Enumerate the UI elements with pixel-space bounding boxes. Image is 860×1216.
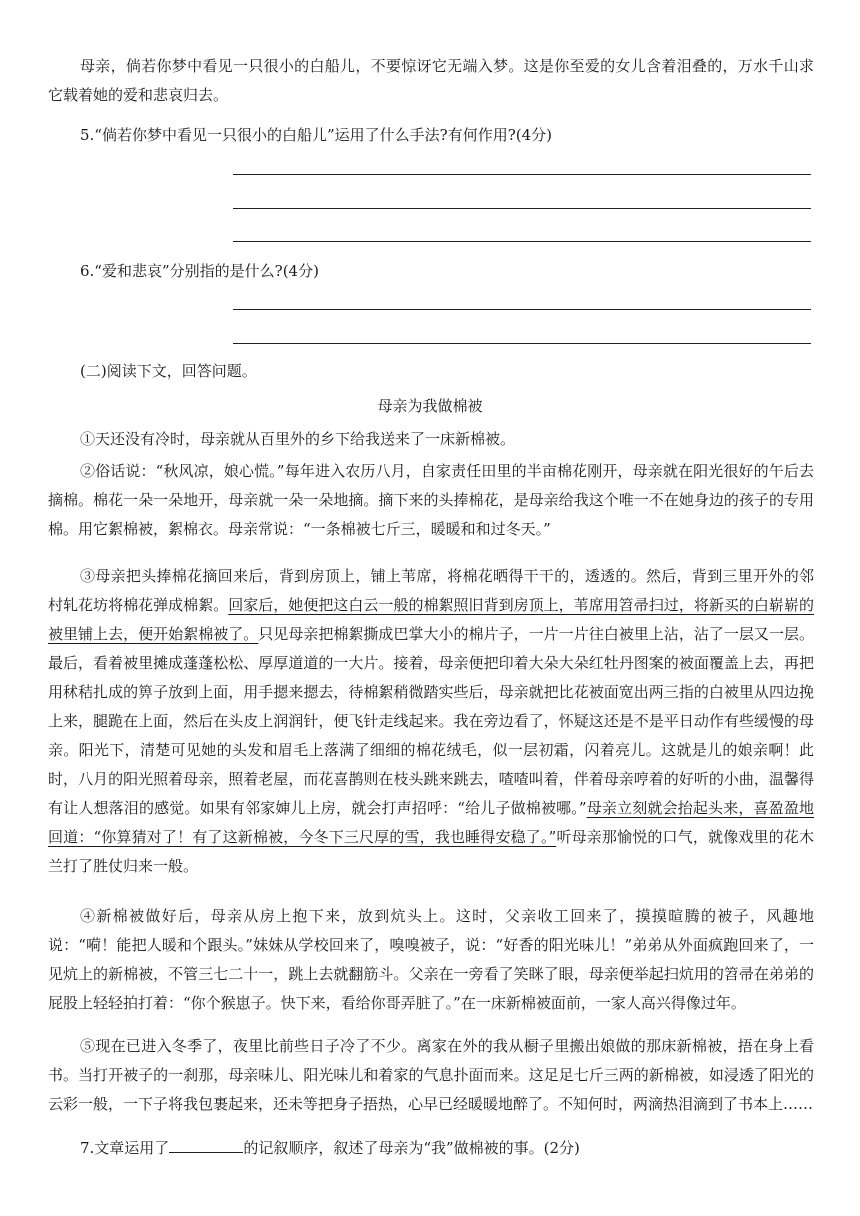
- paragraph-3-text: 只见母亲把棉絮撕成巴掌大小的棉片子，一片一片往白被里上沾，沾了一层又一层。最后，看着被里摊成蓬蓬松松、厚厚道道的一大片。接着，母亲便把印着大朵大朵红牡丹图案的被面覆盖上去，再把用秫秸扎成的箅子放到上面，用手摁来摁去，待棉絮稍微踏实些后，母亲就把比花被面宽出两三指的白被里从四边挽上来，腿跪在上面，然后在头皮上润润针，便飞针走线起来。我在旁边看了，怀疑这还是不是平日动作有些缓慢的母亲。阳光下，清楚可见她的头发和眉毛上落满了细细的棉花绒毛，似一层初霜，闪着亮儿。这就是儿的娘亲啊！此时，八月的阳光照着母亲，照着老屋，而花喜鹊则在枝头跳来跳去，喳喳叫着，伴着母亲哼着的好听的小曲，温馨得有让人想落泪的感觉。如果有邻家婶儿上房，就会打声招呼：“给儿子做棉被哪。”: [48, 625, 814, 817]
- paragraph-1: ①天还没有冷时，母亲就从百里外的乡下给我送来了一床新棉被。: [80, 430, 516, 448]
- section-intro: (二)阅读下文，回答问题。: [80, 362, 257, 380]
- answer-line[interactable]: [233, 241, 811, 242]
- paragraph-3-text: ③母亲把头捧棉花摘回来后，背到房顶上，铺上苇席，将棉花晒得干干的，透透的。然后，背到三里开外的邻村轧花坊将棉花弹成棉絮。: [48, 567, 814, 614]
- question-7: [80, 1134, 814, 1163]
- paragraph-5: ⑤现在已进入冬季了，夜里比前些日子冷了不少。离家在外的我从橱子里搬出娘做的那床新棉被，捂在身上看书。当打开被子的一刹那，母亲味儿、阳光味儿和着家的气息扑面而来。这足足七斤三两的新棉被，如浸透了阳光的云彩一般，一下子将我包裹起来，还未等把身子捂热，心早已经暖暖地醉了。不知何时，两滴热泪滴到了书本上……: [48, 1037, 814, 1113]
- question-5: 5.“倘若你梦中看见一只很小的白船儿”运用了什么手法?有何作用?(4分): [80, 126, 552, 144]
- question-7-text: 7.文章运用了: [80, 1139, 170, 1157]
- answer-line[interactable]: [233, 343, 811, 344]
- paragraph-3-text: 听母亲那愉悦的口气，就像戏里的花木兰打了胜仗归来一般。: [48, 828, 814, 875]
- fill-in-blank[interactable]: [169, 1138, 243, 1153]
- answer-line[interactable]: [233, 208, 811, 209]
- article-title: 母亲为我做棉被: [377, 397, 483, 415]
- answer-line[interactable]: [233, 309, 811, 310]
- poem-paragraph: 母亲，倘若你梦中看见一只很小的白船儿，不要惊讶它无端入梦。这是你至爱的女儿含着泪叠的，万水千山求它载着她的爱和悲哀归去。: [48, 57, 814, 104]
- question-6: 6.“爱和悲哀”分别指的是什么?(4分): [80, 262, 319, 280]
- underlined-sentence-2: 母亲立刻就会抬起头来，喜盈盈地回道：“你算猜对了！有了这新棉被，今冬下三尺厚的雪，我也睡得安稳了。”: [48, 799, 814, 846]
- paragraph-2: ②俗话说：“秋风凉，娘心慌。”每年进入农历八月，自家责任田里的半亩棉花刚开，母亲就在阳光很好的午后去摘棉。棉花一朵一朵地开，母亲就一朵一朵地摘。摘下来的头捧棉花，是母亲给我这个唯一不在她身边的孩子的专用棉。用它絮棉被，絮棉衣。母亲常说：“一条棉被七斤三，暖暖和和过冬天。”: [48, 462, 814, 538]
- answer-line[interactable]: [233, 174, 811, 175]
- question-7-text: 的记叙顺序，叙述了母亲为“我”做棉被的事。(2分): [243, 1139, 580, 1157]
- underlined-sentence-1: 回家后，她便把这白云一般的棉絮照旧背到房顶上，苇席用笤帚扫过，将新买的白崭崭的被里铺上去，便开始絮棉被了。: [48, 596, 814, 643]
- paragraph-3: [48, 562, 814, 881]
- paragraph-4: ④新棉被做好后，母亲从房上抱下来，放到炕头上。这时，父亲收工回来了，摸摸暄腾的被子，风趣地说：“嗬！能把人暖和个跟头。”妹妹从学校回来了，嗅嗅被子，说：“好香的阳光味儿！”弟弟从外面疯跑回来了，一见炕上的新棉被，不管三七二十一，跳上去就翻筋斗。父亲在一旁看了笑眯了眼，母亲便举起扫炕用的笤帚在弟弟的屁股上轻轻拍打着：“你个猴崽子。快下来，看给你哥弄脏了。”在一床新棉被面前，一家人高兴得像过年。: [48, 907, 814, 1012]
